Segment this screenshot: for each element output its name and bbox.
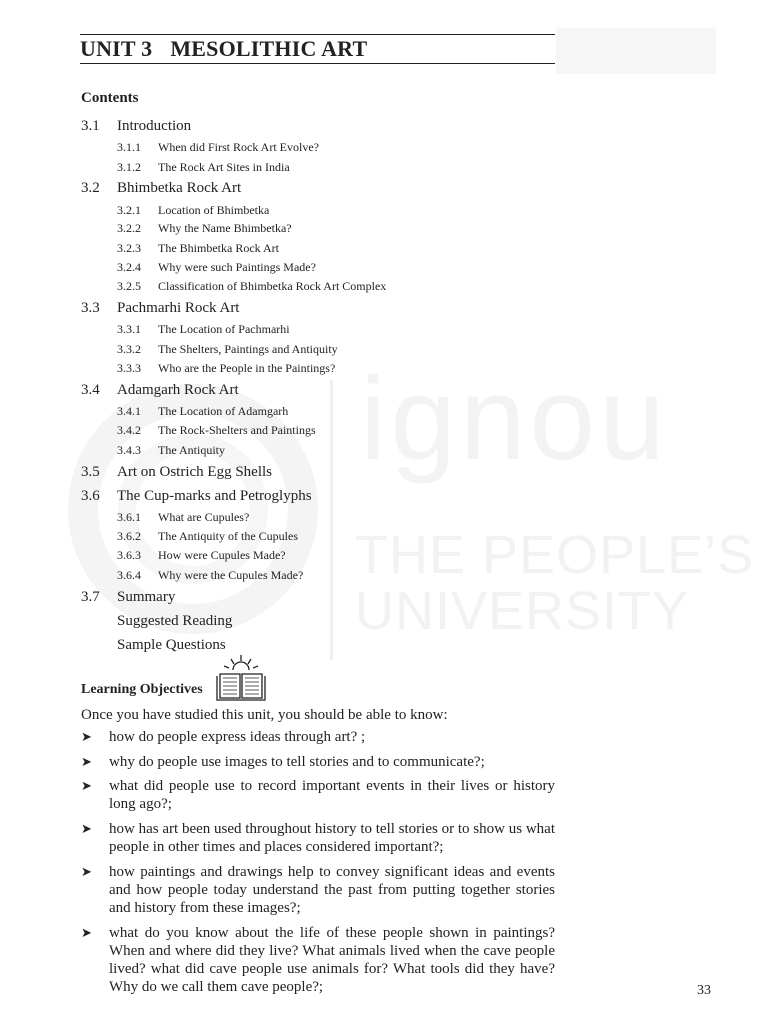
toc-section-number: 3.5 [81,464,100,480]
toc-section [81,589,175,606]
arrowhead-icon: ➤ [81,754,92,769]
toc-section [81,488,312,505]
unit-number: UNIT 3 [80,36,153,61]
arrowhead-icon: ➤ [81,821,92,836]
toc-subsection-number: 3.3.3 [117,361,141,375]
toc-subsection-number: 3.6.1 [117,510,141,524]
toc-subsection [117,342,338,357]
toc-subsection-title: Location of Bhimbetka [158,203,270,217]
arrowhead-icon: ➤ [81,925,92,940]
title-shade-box [556,28,716,74]
arrowhead-icon: ➤ [81,778,92,793]
toc-subsection-number: 3.6.3 [117,548,141,562]
toc-section [81,118,191,135]
book-icon [214,652,268,702]
watermark-divider [330,380,333,660]
toc-section [81,464,272,481]
toc-subsection-number: 3.4.1 [117,404,141,418]
objective-text: how do people express ideas through art? ; [109,729,366,745]
learning-objectives-heading: Learning Objectives [81,682,203,697]
contents-heading: Contents [81,90,139,106]
title-rule-bottom [80,63,555,64]
objective-item [81,924,555,996]
toc-subsection-title: What are Cupules? [158,510,250,524]
toc-subsection [117,322,290,337]
objective-text: how paintings and drawings help to convey significant ideas and events and how people today understand the past from putting together stories and history from these images?; [109,864,555,916]
toc-subsection-title: The Location of Adamgarh [158,404,289,418]
toc-subsection-title: The Antiquity [158,443,225,457]
toc-subsection-title: The Bhimbetka Rock Art [158,241,279,255]
toc-section-title: Pachmarhi Rock Art [117,300,240,316]
toc-subsection [117,140,319,155]
toc-subsection [117,241,279,256]
toc-subsection [117,404,288,419]
toc-subsection [117,529,298,544]
toc-subsection-title: The Location of Pachmarhi [158,322,290,336]
toc-subsection-number: 3.4.2 [117,423,141,437]
toc-subsection [117,443,225,458]
arrowhead-icon: ➤ [81,864,92,879]
toc-subsection [117,568,303,583]
toc-subsection [117,203,269,218]
toc-subsection-number: 3.2.3 [117,241,141,255]
toc-sample-questions: Sample Questions [117,637,226,653]
toc-section-number: 3.1 [81,118,100,134]
arrowhead-icon: ➤ [81,729,92,744]
watermark-logo-text: ignou [360,353,669,485]
learning-objectives-intro: Once you have studied this unit, you should be able to know: [81,707,448,723]
toc-section-number: 3.4 [81,382,100,398]
title-rule-top [80,34,555,35]
watermark-line-2: UNIVERSITY [355,581,690,641]
toc-subsection [117,510,249,525]
toc-section [81,300,239,317]
toc-section-title: The Cup-marks and Petroglyphs [117,488,312,504]
toc-subsection-title: Why were such Paintings Made? [158,260,316,274]
objective-text: what do you know about the life of these people shown in paintings? When and where did they live? What animals lived when the cave people lived? what did cave people use animals for? What tools did they have? Why do we call them cave people?; [109,925,555,995]
toc-suggested-reading: Suggested Reading [117,613,233,629]
toc-subsection-number: 3.2.5 [117,279,141,293]
toc-subsection-title: Classification of Bhimbetka Rock Art Complex [158,279,387,293]
toc-section [81,382,239,399]
toc-section-title: Summary [117,589,176,605]
toc-subsection [117,279,386,294]
toc-subsection-title: The Rock-Shelters and Paintings [158,423,316,437]
objective-item [81,753,555,771]
toc-subsection-title: Why the Name Bhimbetka? [158,221,292,235]
toc-section [81,180,241,197]
objective-item [81,863,555,917]
toc-subsection-number: 3.4.3 [117,443,141,457]
objective-text: what did people use to record important events in their lives or history long ago?; [109,778,555,812]
objective-text: how has art been used throughout history to tell stories or to show us what people in other times and places considered important?; [109,821,555,855]
toc-subsection-title: The Rock Art Sites in India [158,160,290,174]
toc-subsection-number: 3.2.1 [117,203,141,217]
unit-name: MESOLITHIC ART [170,36,368,61]
toc-subsection [117,160,290,175]
toc-subsection-number: 3.2.4 [117,260,141,274]
objective-item [81,777,555,813]
toc-subsection-number: 3.3.1 [117,322,141,336]
toc-subsection [117,423,316,438]
objective-item [81,820,555,856]
toc-section-number: 3.3 [81,300,100,316]
toc-subsection-number: 3.6.4 [117,568,141,582]
toc-subsection-number: 3.6.2 [117,529,141,543]
toc-subsection-number: 3.1.1 [117,140,141,154]
objective-text: why do people use images to tell stories and to communicate?; [109,754,485,770]
toc-subsection [117,361,335,376]
toc-subsection-title: When did First Rock Art Evolve? [158,140,319,154]
toc-section-number: 3.7 [81,589,100,605]
toc-subsection-title: The Shelters, Paintings and Antiquity [158,342,338,356]
toc-subsection-number: 3.2.2 [117,221,141,235]
toc-section-title: Introduction [117,118,192,134]
toc-subsection [117,260,316,275]
toc-section-number: 3.2 [81,180,100,196]
toc-subsection-title: Why were the Cupules Made? [158,568,304,582]
toc-subsection-number: 3.3.2 [117,342,141,356]
toc-subsection-number: 3.1.2 [117,160,141,174]
unit-title [80,36,367,62]
watermark-line-1: THE PEOPLE’S [355,525,755,585]
toc-section-number: 3.6 [81,488,100,504]
toc-subsection [117,548,286,563]
toc-subsection-title: How were Cupules Made? [158,548,286,562]
toc-subsection-title: Who are the People in the Paintings? [158,361,336,375]
toc-subsection [117,221,292,236]
toc-section-title: Art on Ostrich Egg Shells [117,464,272,480]
toc-section-title: Adamgarh Rock Art [117,382,239,398]
toc-section-title: Bhimbetka Rock Art [117,180,242,196]
page-number: 33 [697,983,711,998]
toc-subsection-title: The Antiquity of the Cupules [158,529,298,543]
objective-item [81,728,555,746]
